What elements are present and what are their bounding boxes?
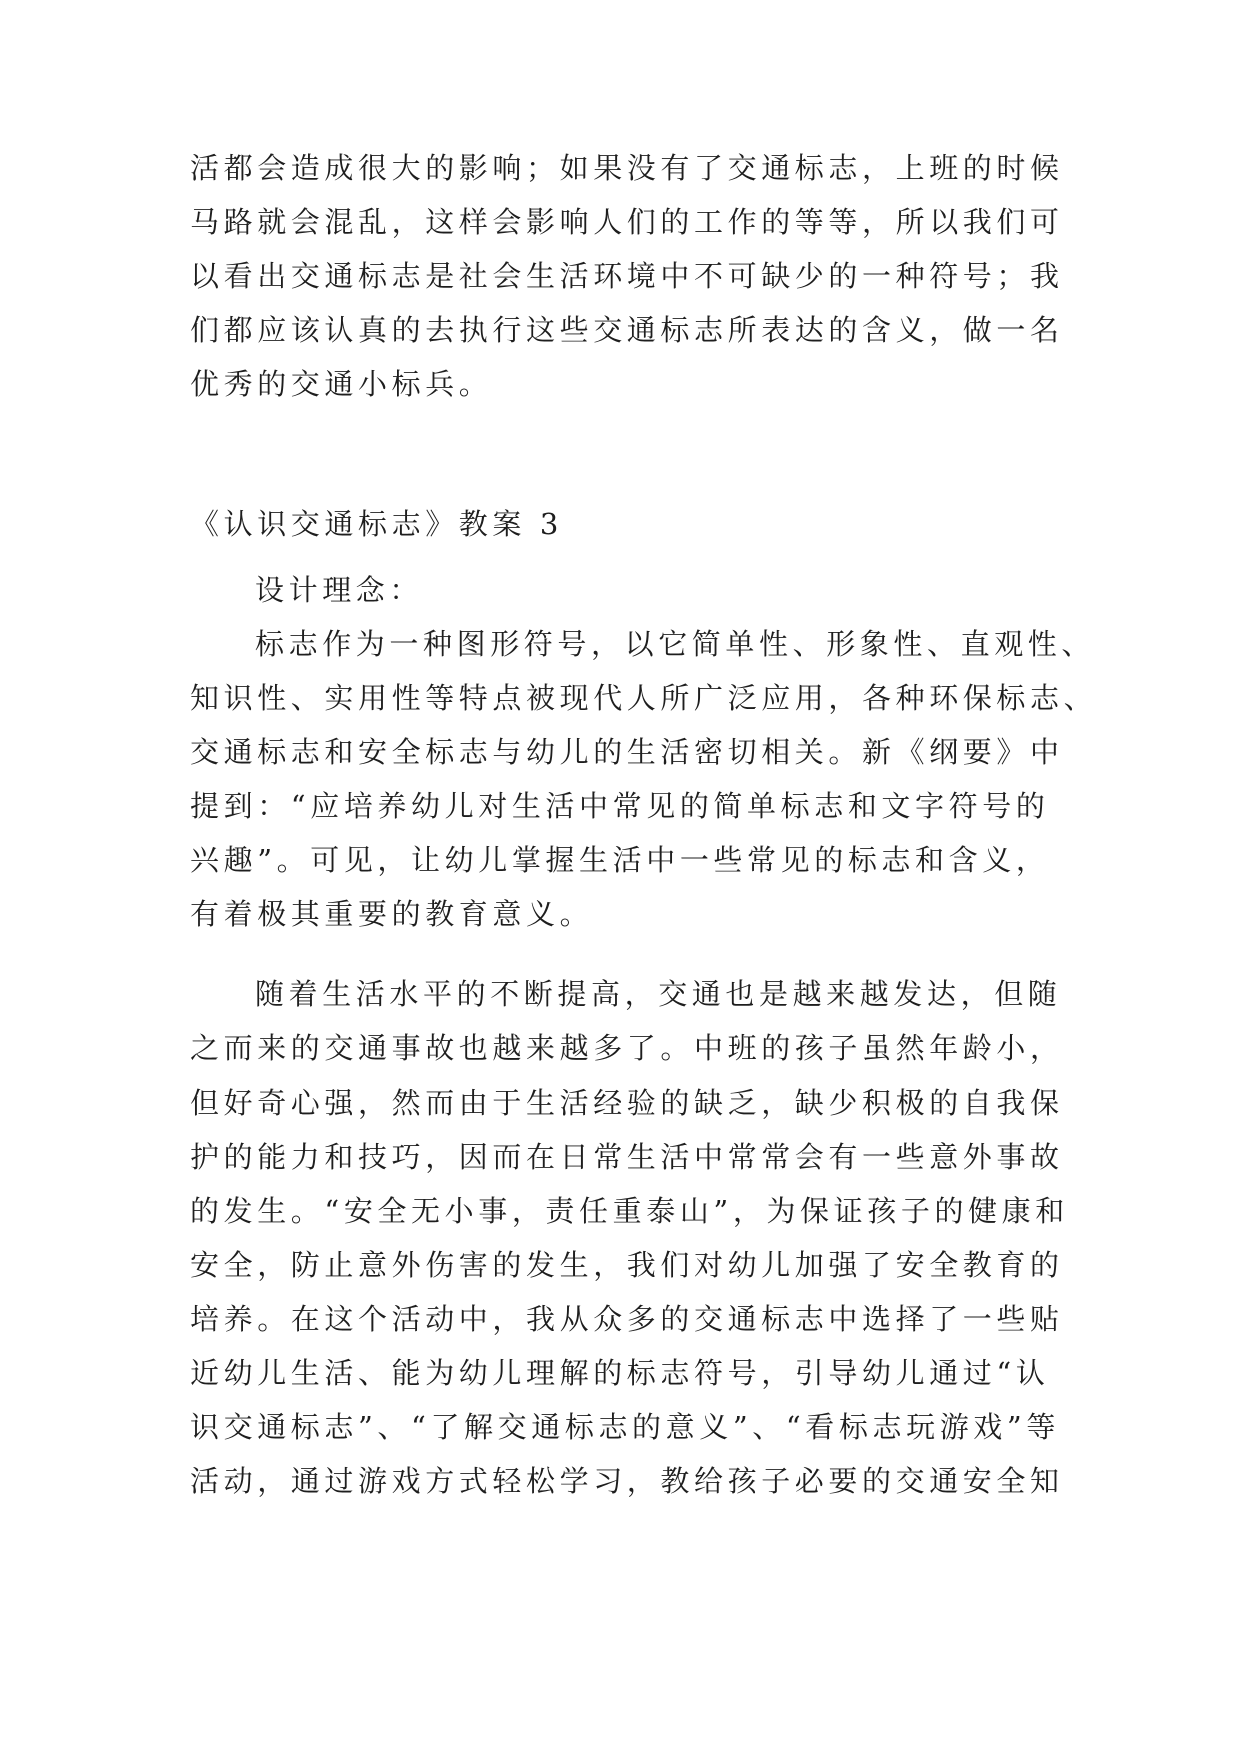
text-line: 培养。在这个活动中，我从众多的交通标志中选择了一些贴 — [190, 1302, 1064, 1336]
text-line: 但好奇心强，然而由于生活经验的缺乏，缺少积极的自我保 — [190, 1086, 1064, 1120]
text-line: 之而来的交通事故也越来越多了。中班的孩子虽然年龄小， — [190, 1031, 1064, 1065]
text-line: 们都应该认真的去执行这些交通标志所表达的含义，做一名 — [190, 313, 1064, 347]
text-line: 马路就会混乱，这样会影响人们的工作的等等，所以我们可 — [190, 205, 1064, 239]
text-line: 护的能力和技巧，因而在日常生活中常常会有一些意外事故 — [190, 1140, 1064, 1174]
text-line: 有着极其重要的教育意义。 — [190, 897, 594, 931]
text-line: 的发生。“安全无小事，责任重泰山”，为保证孩子的健康和 — [190, 1194, 1069, 1228]
text-line: 优秀的交通小标兵。 — [190, 367, 493, 401]
text-line: 知识性、实用性等特点被现代人所广泛应用，各种环保标志、 — [190, 681, 1098, 715]
text-line: 以看出交通标志是社会生活环境中不可缺少的一种符号；我 — [190, 259, 1064, 293]
subheading: 设计理念： — [255, 573, 424, 607]
text-line: 活都会造成很大的影响；如果没有了交通标志，上班的时候 — [190, 151, 1064, 185]
text-line: 随着生活水平的不断提高，交通也是越来越发达，但随 — [255, 977, 1062, 1011]
text-line: 识交通标志”、“了解交通标志的意义”、“看标志玩游戏”等 — [190, 1410, 1060, 1444]
text-line: 交通标志和安全标志与幼儿的生活密切相关。新《纲要》中 — [190, 735, 1064, 769]
text-line: 提到：“应培养幼儿对生活中常见的简单标志和文字符号的 — [190, 789, 1050, 823]
section-title: 《认识交通标志》教案 3 — [190, 507, 563, 541]
text-line: 标志作为一种图形符号，以它简单性、形象性、直观性、 — [255, 627, 1096, 661]
text-line: 近幼儿生活、能为幼儿理解的标志符号，引导幼儿通过“认 — [190, 1356, 1050, 1390]
text-line: 活动，通过游戏方式轻松学习，教给孩子必要的交通安全知 — [190, 1464, 1064, 1498]
text-line: 兴趣”。可见，让幼儿掌握生活中一些常见的标志和含义， — [190, 843, 1050, 877]
text-line: 安全，防止意外伤害的发生，我们对幼儿加强了安全教育的 — [190, 1248, 1064, 1282]
